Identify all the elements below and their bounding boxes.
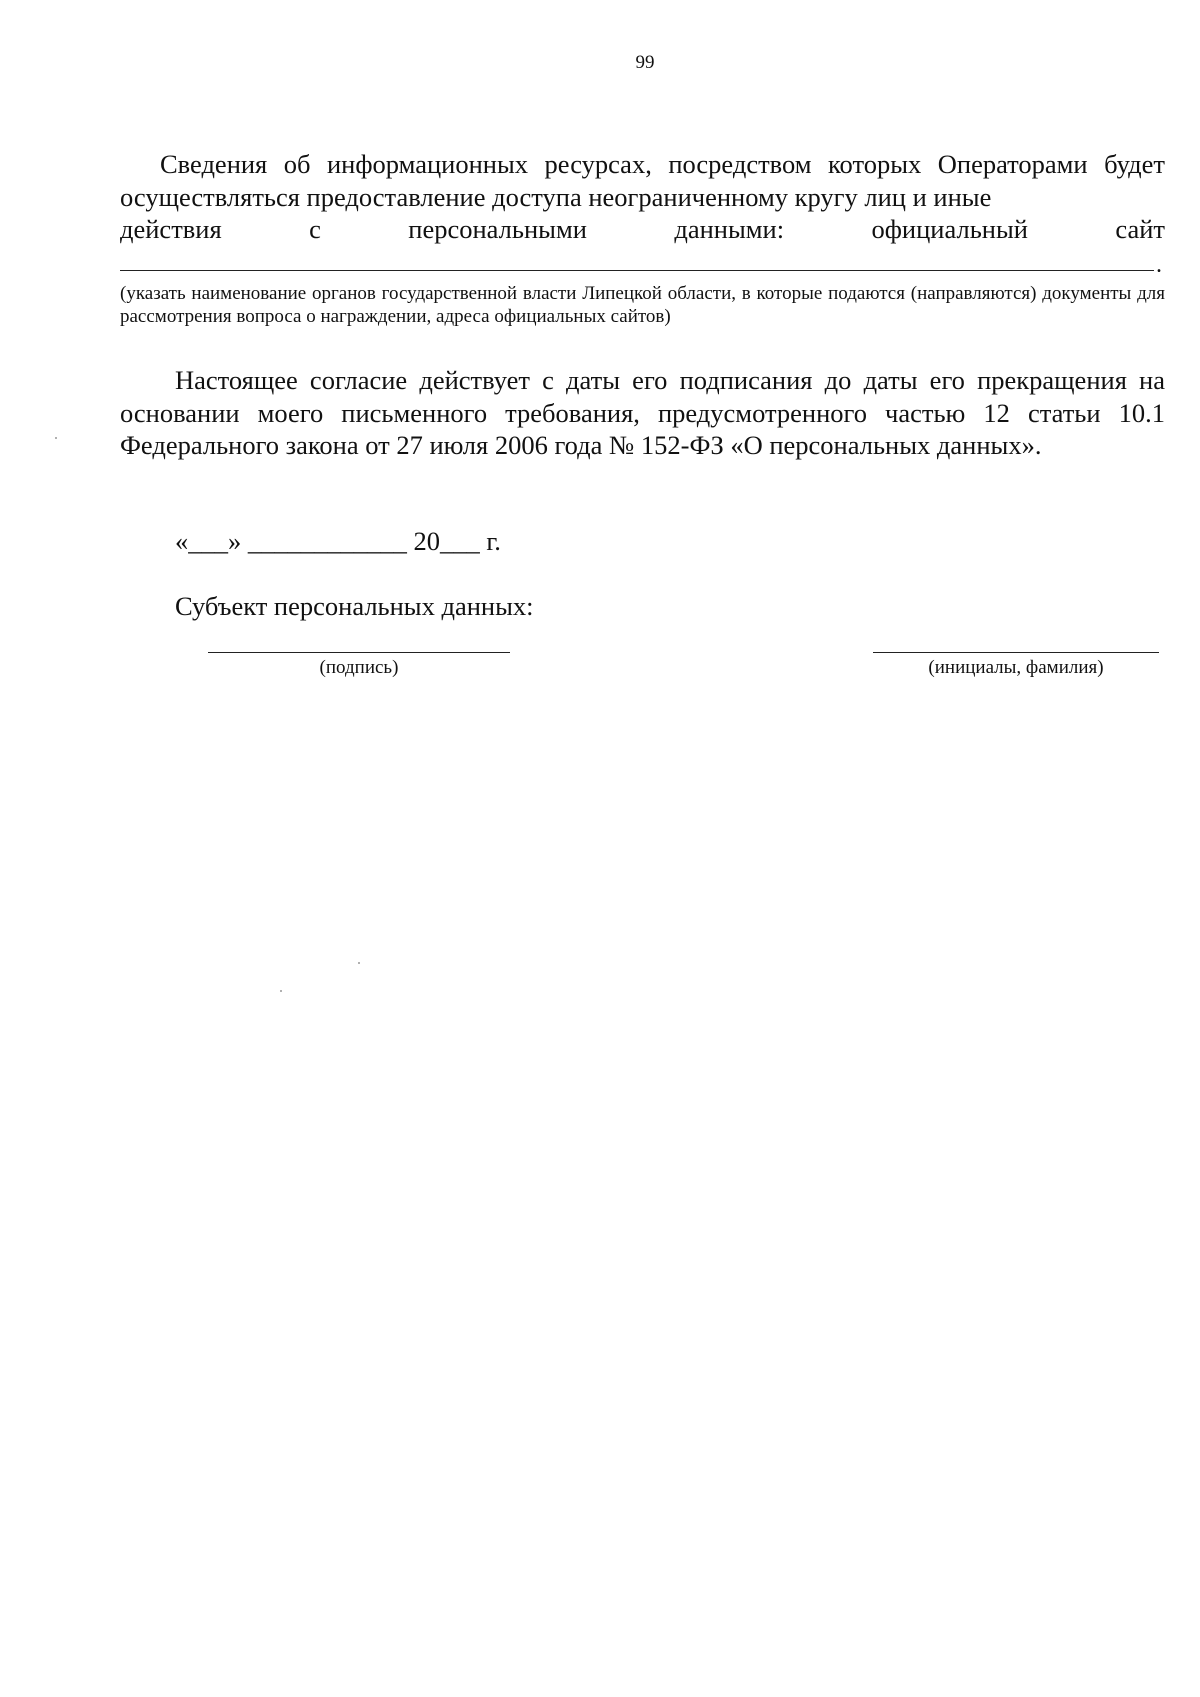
scan-speck (55, 437, 57, 439)
scan-speck (280, 990, 282, 992)
name-caption: (инициалы, фамилия) (928, 657, 1104, 678)
hint-caption: (указать наименование органов государственной власти Липецкой области, в которые подаются (направляются) документы для рассмотрения вопроса о награждении, адреса официальных сайтов) (120, 283, 1165, 327)
signature-line (208, 652, 510, 653)
info-resources-last-line: действия с персональными данными: официальный сайт (120, 214, 1165, 244)
page-number: 99 (635, 52, 655, 73)
validity-paragraph: Настоящее согласие действует с даты его подписания до даты его прекращения на основании моего письменного требования, предусмотренного частью 12 статьи 10.1 Федерального закона от 27 июля 2006 года № 152-ФЗ «О персональных данных». (120, 365, 1165, 460)
scan-speck (358, 962, 360, 964)
info-resources-paragraph (120, 148, 1165, 246)
info-resources-text: Сведения об информационных ресурсах, посредством которых Операторами будет осуществляться предоставление доступа неограниченному кругу лиц и иные (120, 149, 1165, 212)
blank-line-period: . (1156, 252, 1162, 278)
name-line (873, 652, 1159, 653)
date-line: «___» ____________ 20___ г. (175, 526, 501, 556)
website-blank-line (120, 270, 1154, 271)
signature-caption: (подпись) (319, 657, 399, 678)
subject-label: Субъект персональных данных: (175, 591, 534, 621)
